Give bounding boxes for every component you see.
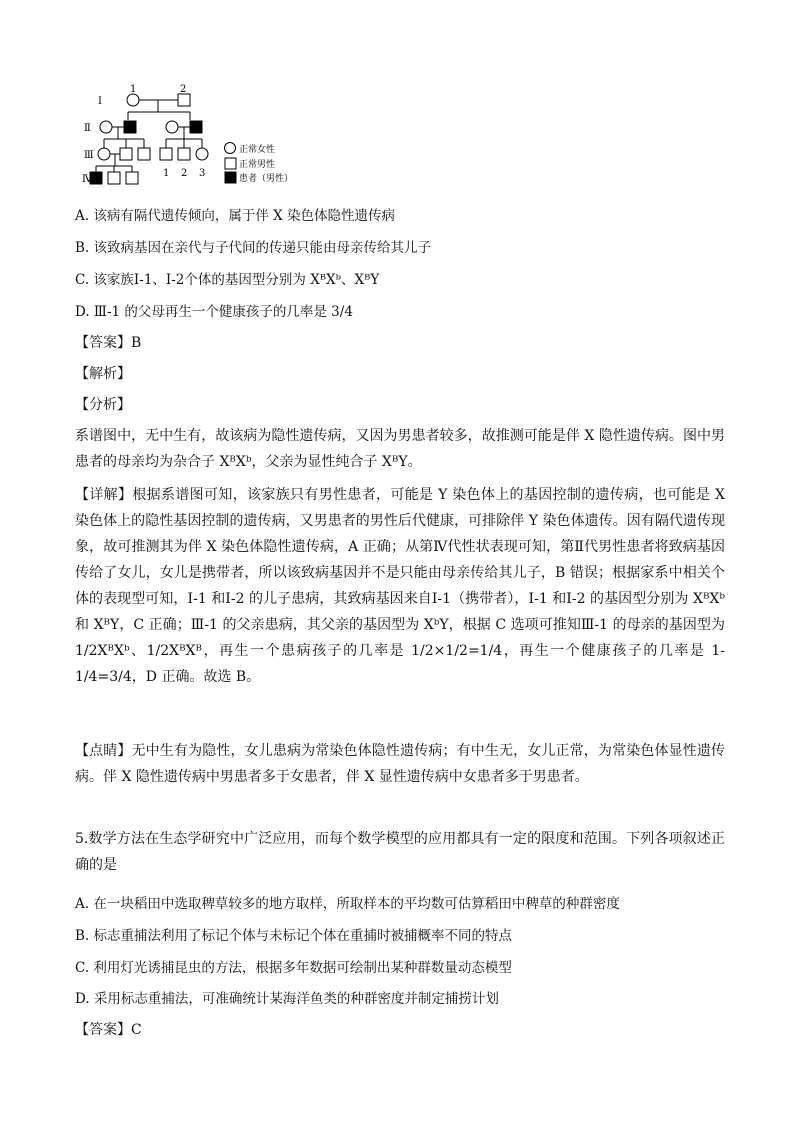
female-normal-symbol [127,94,139,106]
q5-answer: 【答案】C [75,1022,142,1038]
generation-label: Ⅱ [84,123,91,134]
male-affected-symbol [124,121,136,133]
fenxi-label: 【分析】 [75,397,131,413]
option-b: B. 该致病基因在亲代与子代间的传递只能由母亲传给其儿子 [75,240,432,256]
generation-label: Ⅳ [82,174,92,185]
q5-stem: 5.数学方法在生态学研究中广泛应用，而每个数学模型的应用都具有一定的限度和范围。下列各项叙述正确的是 [75,831,725,873]
tip-paragraph: 【点睛】无中生有为隐性，女儿患病为常染色体隐性遗传病；有中生无，女儿正常，为常染色体显性遗传病。伴 X 隐性遗传病中男患者多于女患者，伴 X 显性遗传病中女患者多于男患者。 [75,743,725,785]
male-normal-symbol [178,94,190,106]
generation-label: Ⅲ [84,150,94,161]
individual-number: 2 [181,168,188,179]
individual-number: 3 [199,168,206,179]
fenxi-paragraph: 系谱图中，无中生有，故该病为隐性遗传病，又因为男患者较多，故推测可能是伴 X 隐性遗传病。图中男患者的母亲均为杂合子 XᴮXᵇ，父亲为显性纯合子 XᴮY。 [75,428,725,470]
q5-option-a: A. 在一块稻田中选取稗草较多的地方取样，所取样本的平均数可估算稻田中稗草的种群密度 [75,896,620,912]
individual-number: 1 [130,84,137,95]
q5-option-d: D. 采用标志重捕法，可准确统计某海洋鱼类的种群密度并制定捕捞计划 [75,991,499,1007]
option-c: C. 该家族Ⅰ-1、Ⅰ-2个体的基因型分别为 XᴮXᵇ、XᴮY [75,272,380,288]
q5-option-c: C. 利用灯光诱捕昆虫的方法，根据多年数据可绘制出某种群数量动态模型 [75,960,512,976]
legend-label: 患者（男性） [239,174,294,184]
detail-paragraph: 【详解】根据系谱图可知，该家族只有男性患者，可能是 Y 染色体上的基因控制的遗传病，也可能是 X 染色体上的隐性基因控制的遗传病，又男患者的男性后代健康，可排除伴 Y 染色体遗传。因有隔代遗传现象，故可推测其为伴 X 染色体隐性遗传病，A 正确；从第Ⅳ代性状表现可知，第Ⅱ代男性患者将致病基因传给了女儿，女儿是携带者，所以该致病基因并不是只能由母亲传给其儿子，B 错误；根据家系中相关个体的表现型可知，Ⅰ-1 和Ⅰ-2 的儿子患病，其致病基因来自Ⅰ-1（携带者），Ⅰ-1 和Ⅰ-2 的基因型分别为 XᴮXᵇ 和 XᴮY，C 正确；Ⅲ-1 的父亲患病，其父亲的基因型为 XᵇY，根据 C 选项可推知Ⅲ-1 的母亲的基因型为 1/2XᴮXᵇ、1/2XᴮXᴮ，再生一个患病孩子的几率是 1/2×1/2=1/4，再生一个健康孩子的几率是 1-1/4=3/4，D 正确。故选 B。 [75,487,725,685]
option-a: A. 该病有隔代遗传倾向，属于伴 X 染色体隐性遗传病 [75,208,396,224]
male-affected-symbol [190,121,202,133]
generation-label: Ⅰ [98,96,102,107]
legend-label: 正常男性 [239,160,276,170]
answer-label: 【答案】B [75,335,142,351]
individual-number: 2 [180,84,187,95]
individual-number: 1 [163,168,170,179]
pedigree-diagram [82,82,328,192]
analysis-label: 【解析】 [75,366,131,382]
option-d: D. Ⅲ-1 的父母再生一个健康孩子的几率是 3/4 [75,304,353,320]
q5-option-b: B. 标志重捕法利用了标记个体与未标记个体在重捕时被捕概率不同的特点 [75,928,513,944]
legend-label: 正常女性 [239,145,276,155]
